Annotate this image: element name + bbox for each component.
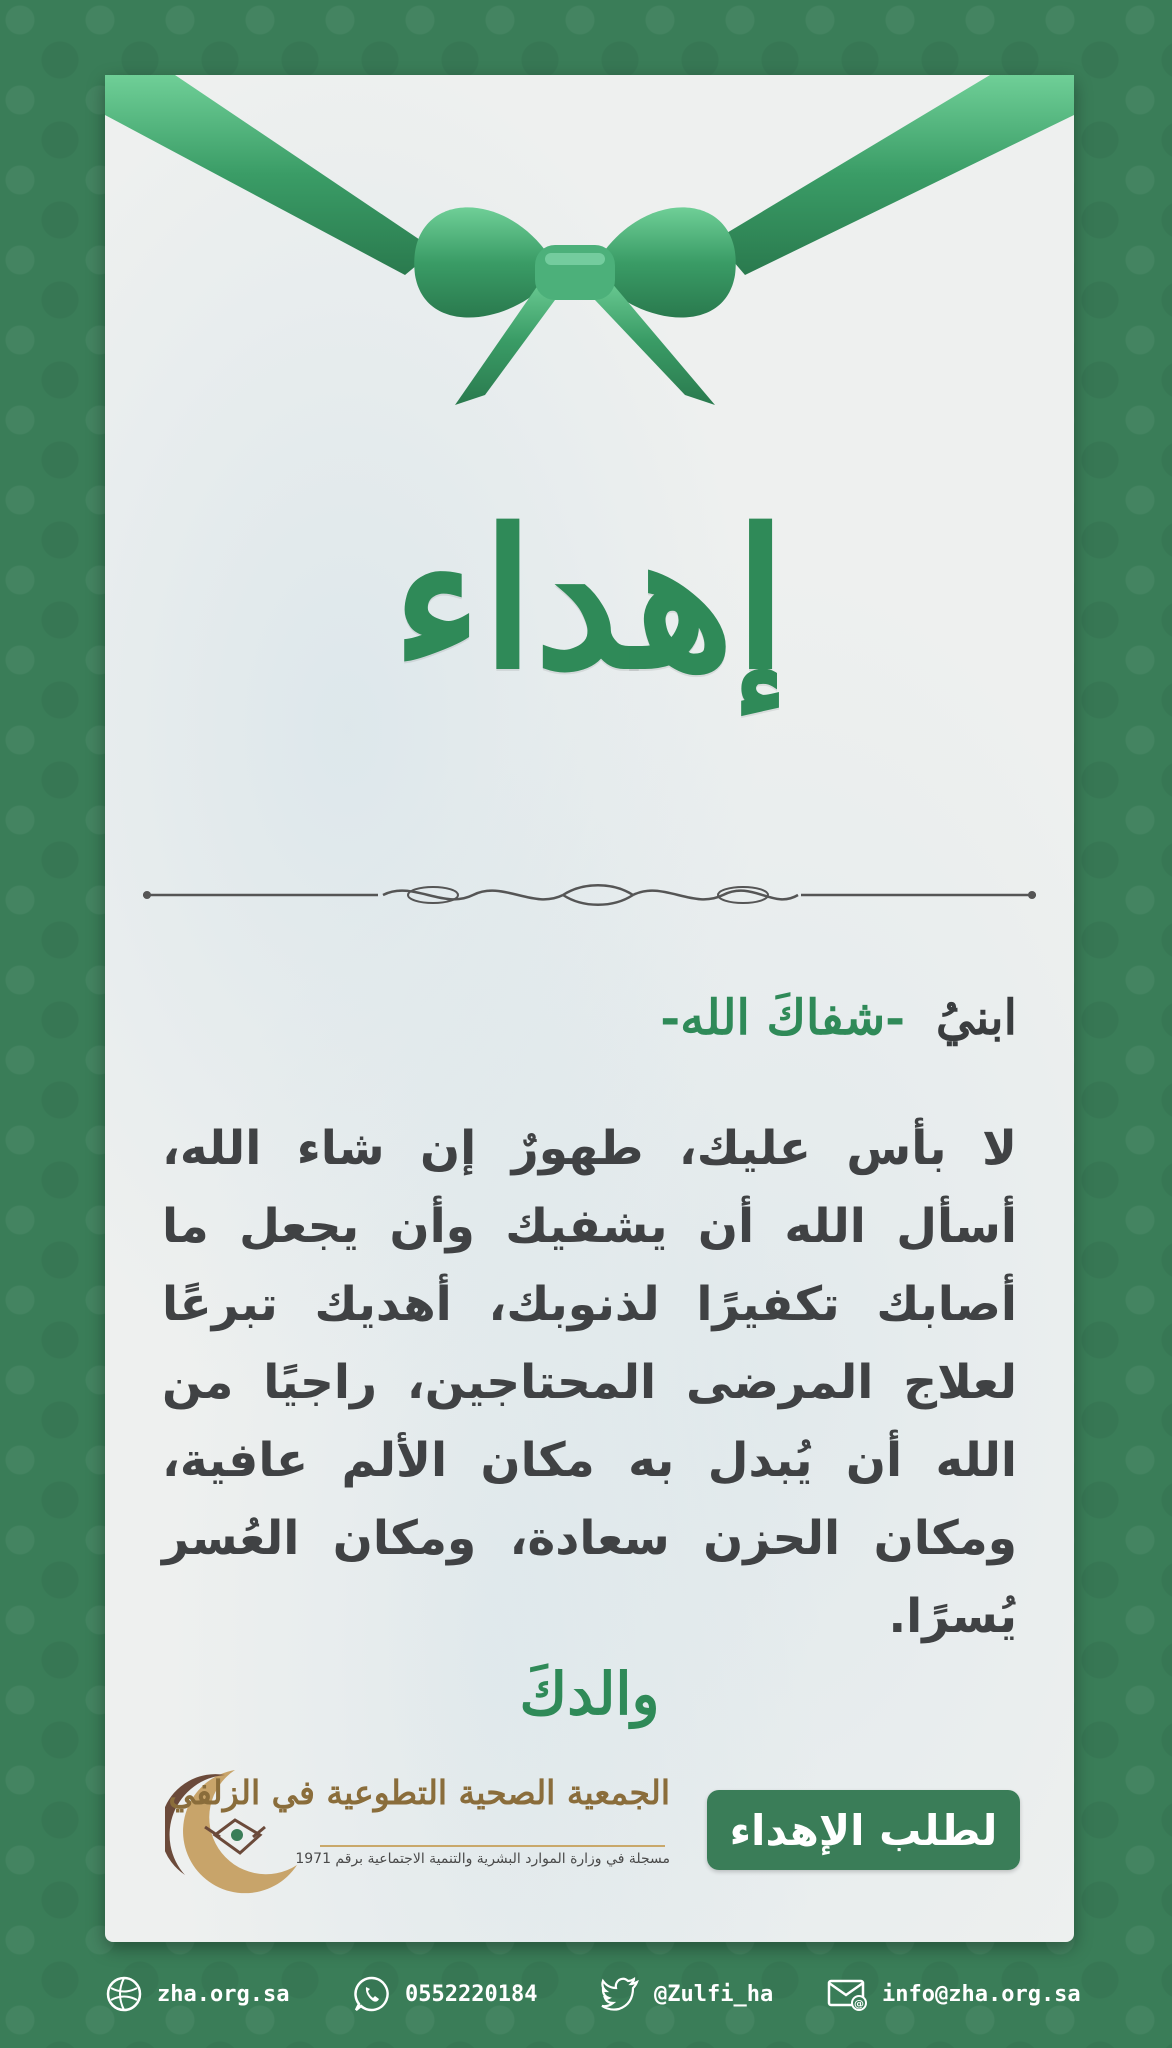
ornament-divider — [143, 880, 1036, 910]
page-title: إهداء — [392, 488, 787, 711]
footer-twitter-text: @Zulfi_ha — [654, 1981, 774, 2007]
greeting-son: ابنيُ — [935, 990, 1017, 1046]
organization-subtitle: مسجلة في وزارة الموارد البشرية والتنمية الاجتماعية برقم 1971 — [295, 1851, 670, 1867]
footer-phone[interactable] — [353, 1972, 537, 2016]
request-gift-button[interactable]: لطلب الإهداء — [707, 1790, 1020, 1870]
whatsapp-icon — [353, 1975, 391, 2013]
gift-card — [105, 75, 1074, 1942]
svg-text:@: @ — [854, 1999, 864, 2010]
footer-website[interactable] — [105, 1972, 289, 2016]
ribbon-bow-icon — [105, 75, 1074, 415]
footer-twitter[interactable] — [600, 1972, 773, 2016]
footer-website-text: zha.org.sa — [157, 1981, 290, 2007]
message-body: لا بأس عليك، طهورٌ إن شاء الله، أسأل الله أن يشفيك وأن يجعل ما أصابك تكفيرًا لذنوبك، أهديك تبرعًا لعلاج المرضى المحتاجين، راجيًا من الله أن يُبدل به مكان الألم عافية، ومكان الحزن سعادة، ومكان العُسر يُسرًا. — [162, 1121, 1017, 1644]
signature: والدكَ — [519, 1660, 660, 1728]
twitter-icon — [600, 1976, 640, 2012]
email-icon — [826, 1976, 868, 2012]
greeting — [660, 990, 1017, 1046]
organization-name: الجمعية الصحية التطوعية في الزلفي — [168, 1773, 670, 1812]
greeting-prayer: -شفاكَ الله- — [660, 990, 906, 1046]
footer-email-text: info@zha.org.sa — [882, 1981, 1081, 2007]
footer-email[interactable] — [826, 1972, 1081, 2016]
footer-phone-text: 0552220184 — [405, 1981, 538, 2007]
globe-icon — [105, 1975, 143, 2013]
organization-divider — [320, 1845, 665, 1847]
